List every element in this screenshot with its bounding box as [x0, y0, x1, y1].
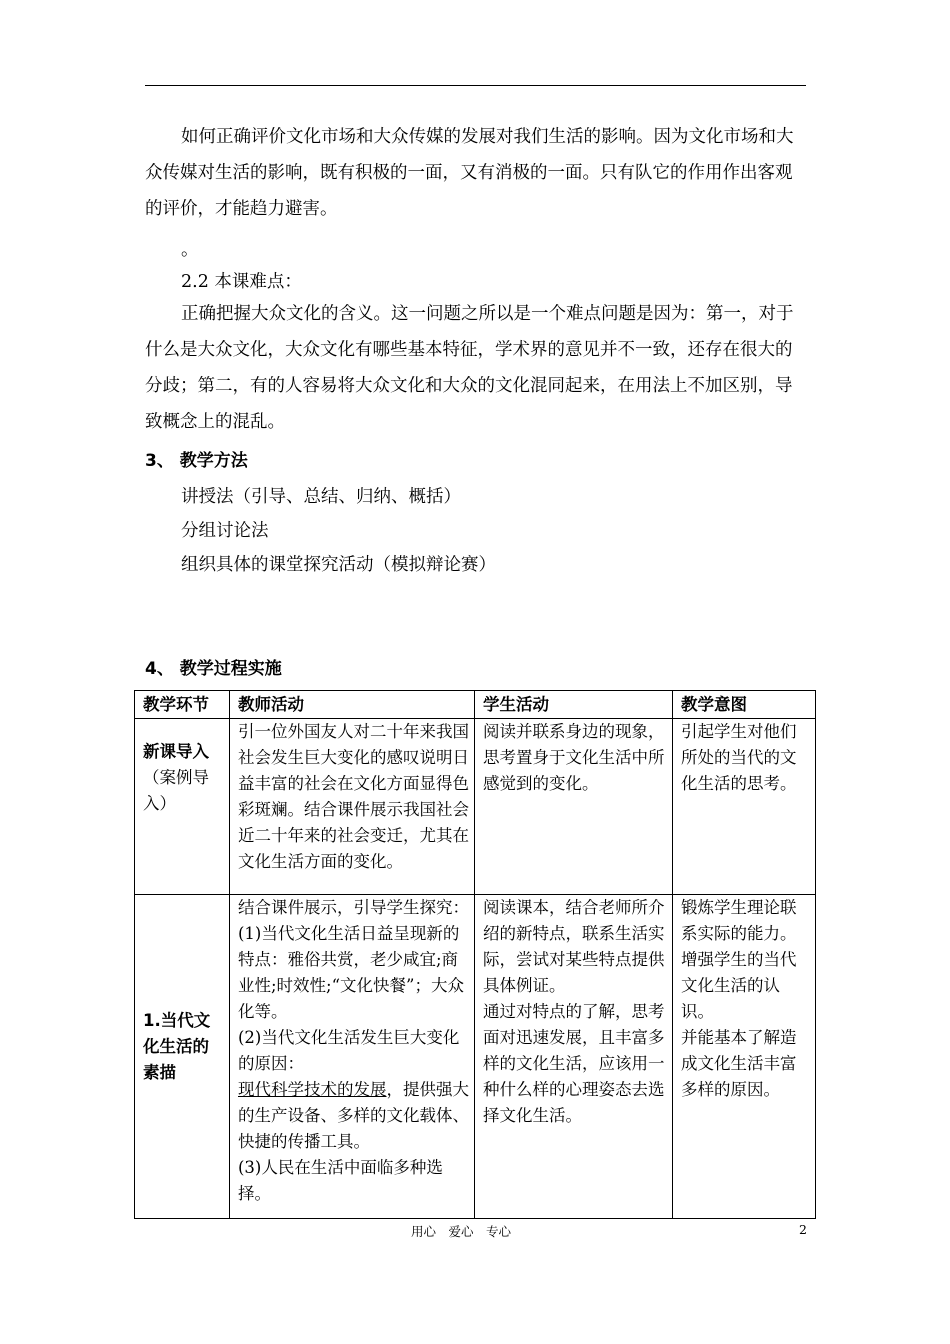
stage-subtitle: （案例导入）	[143, 768, 209, 813]
teacher-point: (2)当代文化生活发生巨大变化的原因：	[238, 1028, 460, 1073]
intent-point: 并能基本了解造成文化生活丰富多样的原因。	[681, 1028, 797, 1099]
table-header-row	[135, 691, 816, 719]
header-rule	[145, 85, 806, 86]
intent-cell: 引起学生对他们所处的当代的文化生活的思考。	[673, 719, 816, 895]
paragraph-evaluation: 如何正确评价文化市场和大众传媒的发展对我们生活的影响。因为文化市场和大众传媒对生活的影响，既有积极的一面，又有消极的一面。只有队它的作用作出客观的评价，才能趋力避害。	[145, 127, 794, 219]
method-item: 讲授法（引导、总结、归纳、概括）	[181, 487, 461, 507]
teacher-point: (3)人民在生活中面临多种选择。	[238, 1158, 443, 1203]
paragraph-difficulty: 正确把握大众文化的含义。这一问题之所以是一个难点问题是因为：第一，对于什么是大众文化，大众文化有哪些基本特征，学术界的意见并不一致，还存在很大的分歧；第二，有的人容易将大众文化和大众的文化混同起来，在用法上不加区别，导致概念上的混乱。	[145, 304, 794, 432]
teaching-process-table	[134, 690, 816, 1219]
section-heading-methods: 3、 教学方法	[145, 451, 248, 471]
stray-period: 。	[181, 240, 199, 260]
student-point: 通过对特点的了解，思考面对迅速发展，且丰富多样的文化生活，应该用一种什么样的心理姿态去选择文化生活。	[483, 1002, 665, 1125]
teacher-point: 结合课件展示，引导学生探究：(1)当代文化生活日益呈现新的特点：雅俗共赏，老少咸宜;商业性;时效性;“文化快餐”；大众化等。	[238, 898, 469, 1021]
teacher-point-text: ，提供强大的生产设备、多样的文化载体、快捷的传播工具。	[238, 1080, 469, 1151]
table-row	[135, 895, 816, 1219]
header-teacher: 教师活动	[230, 691, 475, 719]
section-heading-process: 4、 教学过程实施	[145, 659, 282, 679]
teacher-point	[238, 1077, 470, 1155]
stage-title: 新课导入	[143, 742, 209, 761]
student-cell: 阅读并联系身边的现象，思考置身于文化生活中所感觉到的变化。	[475, 719, 673, 895]
footer-motto: 用心 爱心 专心	[411, 1224, 512, 1239]
header-student: 学生活动	[475, 691, 673, 719]
page-number: 2	[799, 1222, 807, 1237]
stage-cell	[135, 895, 230, 1219]
header-intent: 教学意图	[673, 691, 816, 719]
method-item: 分组讨论法	[181, 521, 269, 541]
stage-cell	[135, 719, 230, 895]
header-stage: 教学环节	[135, 691, 230, 719]
method-item: 组织具体的课堂探究活动（模拟辩论赛）	[181, 555, 496, 575]
stage-title: 1.当代文化生活的素描	[143, 1010, 211, 1082]
underlined-phrase: 现代科学技术的发展	[238, 1080, 387, 1099]
table-row	[135, 719, 816, 895]
intent-cell	[673, 895, 816, 1219]
student-point: 阅读课本，结合老师所介绍的新特点，联系生活实际，尝试对某些特点提供具体例证。	[483, 898, 665, 995]
student-cell	[475, 895, 673, 1219]
intent-point: 锻炼学生理论联系实际的能力。增强学生的当代文化生活的认识。	[681, 898, 797, 1021]
teacher-cell: 引一位外国友人对二十年来我国社会发生巨大变化的感叹说明日益丰富的社会在文化方面显得色彩斑斓。结合课件展示我国社会近二十年来的社会变迁，尤其在文化生活方面的变化。	[230, 719, 475, 895]
subheading-difficulty: 2.2 本课难点：	[181, 272, 302, 292]
teacher-cell	[230, 895, 475, 1219]
